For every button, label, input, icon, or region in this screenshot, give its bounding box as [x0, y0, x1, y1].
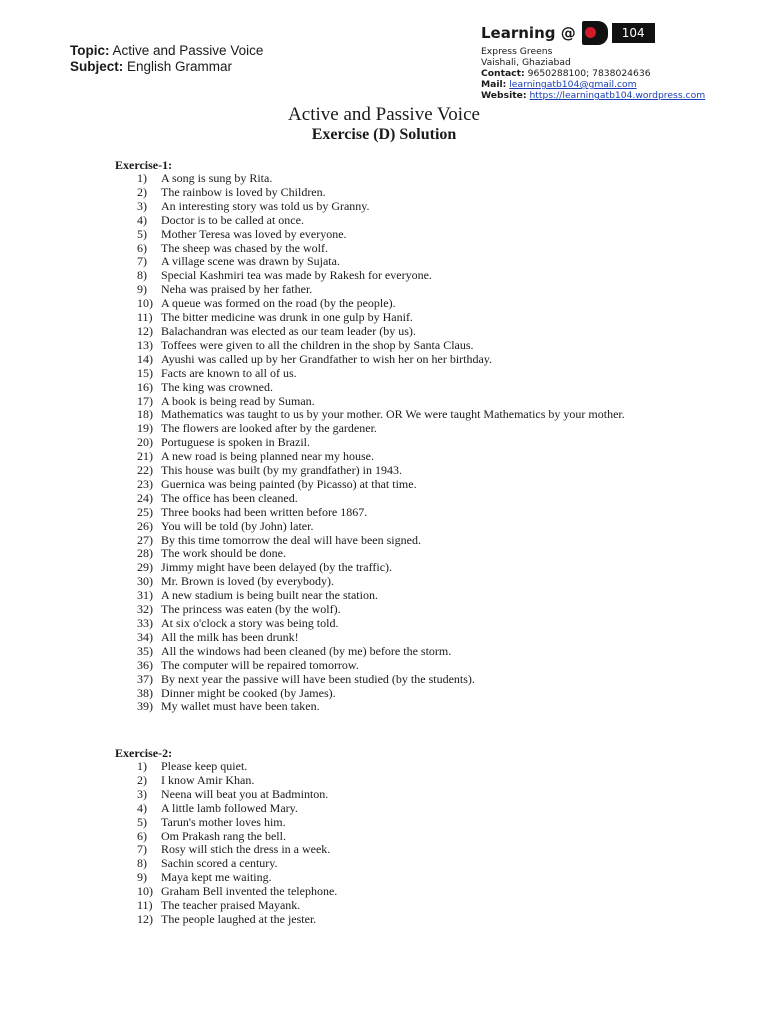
item-number: 11) — [137, 898, 153, 913]
item-text: The people laughed at the jester. — [161, 911, 317, 926]
list-item — [115, 857, 721, 871]
item-number: 4) — [137, 800, 147, 815]
list-item — [115, 899, 721, 913]
mail-label: Mail: — [481, 79, 507, 90]
brand-details — [481, 46, 705, 101]
item-text: Neha was praised by her father. — [161, 282, 313, 297]
item-text: A new road is being planned near my house. — [161, 449, 374, 464]
list-item — [115, 422, 721, 436]
brand-name: Learning @ — [481, 24, 576, 42]
list-item — [115, 843, 721, 857]
item-number: 2) — [137, 772, 147, 787]
item-number: 26) — [137, 518, 153, 533]
item-number: 38) — [137, 685, 153, 700]
list-item — [115, 464, 721, 478]
item-text: The king was crowned. — [161, 379, 273, 394]
list-item — [115, 297, 721, 311]
list-item — [115, 200, 721, 214]
item-number: 34) — [137, 629, 153, 644]
address-line-1: Express Greens — [481, 46, 553, 57]
list-item — [115, 353, 721, 367]
item-number: 12) — [137, 911, 153, 926]
list-item — [115, 228, 721, 242]
item-text: The work should be done. — [161, 546, 286, 561]
item-text: Portuguese is spoken in Brazil. — [161, 435, 310, 450]
item-number: 20) — [137, 435, 153, 450]
item-number: 16) — [137, 379, 153, 394]
exercise-1-list — [115, 172, 721, 714]
list-item — [115, 885, 721, 899]
mail-line — [481, 79, 705, 90]
item-text: Toffees were given to all the children in the shop by Santa Claus. — [161, 337, 474, 352]
item-text: A little lamb followed Mary. — [161, 800, 298, 815]
item-text: All the windows had been cleaned (by me) before the storm. — [161, 643, 452, 658]
list-item — [115, 450, 721, 464]
list-item — [115, 617, 721, 631]
item-number: 5) — [137, 226, 147, 241]
topic-label: Topic: — [70, 43, 110, 58]
item-number: 1) — [137, 171, 147, 185]
list-item — [115, 395, 721, 409]
list-item — [115, 645, 721, 659]
list-item — [115, 575, 721, 589]
topic-subject-block — [70, 43, 263, 75]
item-number: 29) — [137, 560, 153, 575]
list-item — [115, 172, 721, 186]
list-item — [115, 871, 721, 885]
item-number: 35) — [137, 643, 153, 658]
item-number: 4) — [137, 212, 147, 227]
list-item — [115, 830, 721, 844]
item-number: 25) — [137, 504, 153, 519]
item-number: 6) — [137, 240, 147, 255]
item-number: 8) — [137, 856, 147, 871]
list-item — [115, 816, 721, 830]
website-label: Website: — [481, 90, 527, 101]
list-item — [115, 603, 721, 617]
item-number: 10) — [137, 884, 153, 899]
item-text: The rainbow is loved by Children. — [161, 184, 326, 199]
item-number: 5) — [137, 814, 147, 829]
item-number: 15) — [137, 365, 153, 380]
item-number: 28) — [137, 546, 153, 561]
item-text: I know Amir Khan. — [161, 772, 255, 787]
exercise-1-heading: Exercise-1: — [115, 158, 173, 172]
item-number: 11) — [137, 310, 153, 325]
item-text: A village scene was drawn by Sujata. — [161, 254, 340, 269]
item-number: 17) — [137, 393, 153, 408]
website-link[interactable]: https://learningatb104.wordpress.com — [529, 90, 706, 101]
list-item — [115, 311, 721, 325]
list-item — [115, 283, 721, 297]
list-item — [115, 492, 721, 506]
list-item — [115, 659, 721, 673]
list-item — [115, 700, 721, 714]
item-number: 21) — [137, 449, 153, 464]
item-text: The bitter medicine was drunk in one gulp by Hanif. — [161, 310, 413, 325]
item-number: 1) — [137, 759, 147, 773]
list-item — [115, 186, 721, 200]
brand-number: 104 — [612, 23, 655, 43]
list-item — [115, 673, 721, 687]
list-item — [115, 381, 721, 395]
item-number: 9) — [137, 870, 147, 885]
subject-value: English Grammar — [123, 59, 233, 74]
topic-line — [70, 43, 263, 59]
item-text: Neena will beat you at Badminton. — [161, 786, 329, 801]
item-text: Graham Bell invented the telephone. — [161, 884, 338, 899]
item-text: Three books had been written before 1867. — [161, 504, 368, 519]
item-number: 10) — [137, 296, 153, 311]
item-number: 8) — [137, 268, 147, 283]
list-item — [115, 802, 721, 816]
item-number: 7) — [137, 254, 147, 269]
exercise-2-section — [115, 746, 721, 927]
item-number: 3) — [137, 198, 147, 213]
item-number: 18) — [137, 407, 153, 422]
list-item — [115, 520, 721, 534]
item-number: 39) — [137, 699, 153, 714]
contact-label: Contact: — [481, 68, 525, 79]
list-item — [115, 506, 721, 520]
page-title: Active and Passive Voice — [288, 104, 480, 125]
website-line — [481, 90, 705, 101]
brand-block — [481, 20, 705, 101]
item-number: 30) — [137, 574, 153, 589]
item-text: This house was built (by my grandfather) in 1943. — [161, 463, 402, 478]
list-item — [115, 242, 721, 256]
item-text: Guernica was being painted (by Picasso) at that time. — [161, 476, 417, 491]
item-text: Facts are known to all of us. — [161, 365, 297, 380]
list-item — [115, 589, 721, 603]
list-item — [115, 913, 721, 927]
item-text: The flowers are looked after by the gardener. — [161, 421, 377, 436]
list-item — [115, 631, 721, 645]
item-text: The computer will be repaired tomorrow. — [161, 657, 359, 672]
subject-line — [70, 59, 263, 75]
list-item — [115, 760, 721, 774]
item-text: The office has been cleaned. — [161, 490, 298, 505]
item-text: Ayushi was called up by her Grandfather to wish her on her birthday. — [161, 351, 493, 366]
item-text: A book is being read by Suman. — [161, 393, 315, 408]
list-item — [115, 534, 721, 548]
item-number: 9) — [137, 282, 147, 297]
item-text: The sheep was chased by the wolf. — [161, 240, 328, 255]
item-number: 19) — [137, 421, 153, 436]
logo-icon — [582, 21, 610, 45]
item-number: 6) — [137, 828, 147, 843]
list-item — [115, 561, 721, 575]
list-item — [115, 478, 721, 492]
item-text: All the milk has been drunk! — [161, 629, 299, 644]
item-number: 14) — [137, 351, 153, 366]
item-number: 22) — [137, 463, 153, 478]
item-text: A new stadium is being built near the station. — [161, 588, 378, 603]
item-number: 32) — [137, 602, 153, 617]
list-item — [115, 774, 721, 788]
item-text: The princess was eaten (by the wolf). — [161, 602, 341, 617]
item-text: A song is sung by Rita. — [161, 171, 273, 185]
item-number: 31) — [137, 588, 153, 603]
item-text: An interesting story was told us by Granny. — [161, 198, 370, 213]
subject-label: Subject: — [70, 59, 124, 74]
list-item — [115, 547, 721, 561]
item-text: Special Kashmiri tea was made by Rakesh for everyone. — [161, 268, 432, 283]
item-number: 7) — [137, 842, 147, 857]
list-item — [115, 788, 721, 802]
item-number: 27) — [137, 532, 153, 547]
list-item — [115, 367, 721, 381]
page-subtitle: Exercise (D) Solution — [311, 126, 457, 143]
item-text: Mr. Brown is loved (by everybody). — [161, 574, 334, 589]
item-text: At six o'clock a story was being told. — [161, 616, 339, 630]
list-item — [115, 339, 721, 353]
item-number: 24) — [137, 490, 153, 505]
exercise-1-section — [115, 158, 721, 714]
item-text: Rosy will stich the dress in a week. — [161, 842, 331, 857]
item-text: Om Prakash rang the bell. — [161, 828, 286, 843]
brand-row — [481, 20, 705, 46]
item-text: Mathematics was taught to us by your mother. OR We were taught Mathematics by your mother. — [161, 407, 625, 422]
item-text: Maya kept me waiting. — [161, 870, 272, 885]
item-number: 36) — [137, 657, 153, 672]
item-text: Sachin scored a century. — [161, 856, 278, 871]
mail-link[interactable]: learningatb104@gmail.com — [509, 79, 637, 90]
item-text: Please keep quiet. — [161, 759, 248, 773]
item-text: By this time tomorrow the deal will have been signed. — [161, 532, 421, 547]
address-line-2: Vaishali, Ghaziabad — [481, 57, 571, 68]
list-item — [115, 408, 721, 422]
exercise-2-list — [115, 760, 721, 927]
item-text: Mother Teresa was loved by everyone. — [161, 226, 347, 241]
item-number: 33) — [137, 616, 153, 630]
item-text: The teacher praised Mayank. — [161, 898, 301, 913]
list-item — [115, 255, 721, 269]
item-text: Dinner might be cooked (by James). — [161, 685, 336, 700]
list-item — [115, 214, 721, 228]
item-text: Jimmy might have been delayed (by the traffic). — [161, 560, 393, 575]
list-item — [115, 269, 721, 283]
list-item — [115, 687, 721, 701]
item-text: My wallet must have been taken. — [161, 699, 320, 714]
item-number: 37) — [137, 671, 153, 686]
item-text: Balachandran was elected as our team leader (by us). — [161, 323, 416, 338]
item-text: Doctor is to be called at once. — [161, 212, 304, 227]
list-item — [115, 436, 721, 450]
item-text: You will be told (by John) later. — [161, 518, 314, 533]
item-text: A queue was formed on the road (by the people). — [161, 296, 396, 311]
item-number: 3) — [137, 786, 147, 801]
item-number: 2) — [137, 184, 147, 199]
item-text: Tarun's mother loves him. — [161, 814, 286, 829]
item-text: By next year the passive will have been studied (by the students). — [161, 671, 475, 686]
item-number: 12) — [137, 323, 153, 338]
item-number: 23) — [137, 476, 153, 491]
topic-value: Active and Passive Voice — [109, 43, 264, 58]
contact-value: 9650288100; 7838024636 — [524, 68, 651, 79]
item-number: 13) — [137, 337, 153, 352]
exercise-2-heading: Exercise-2: — [115, 746, 173, 760]
contact-line — [481, 68, 705, 79]
list-item — [115, 325, 721, 339]
